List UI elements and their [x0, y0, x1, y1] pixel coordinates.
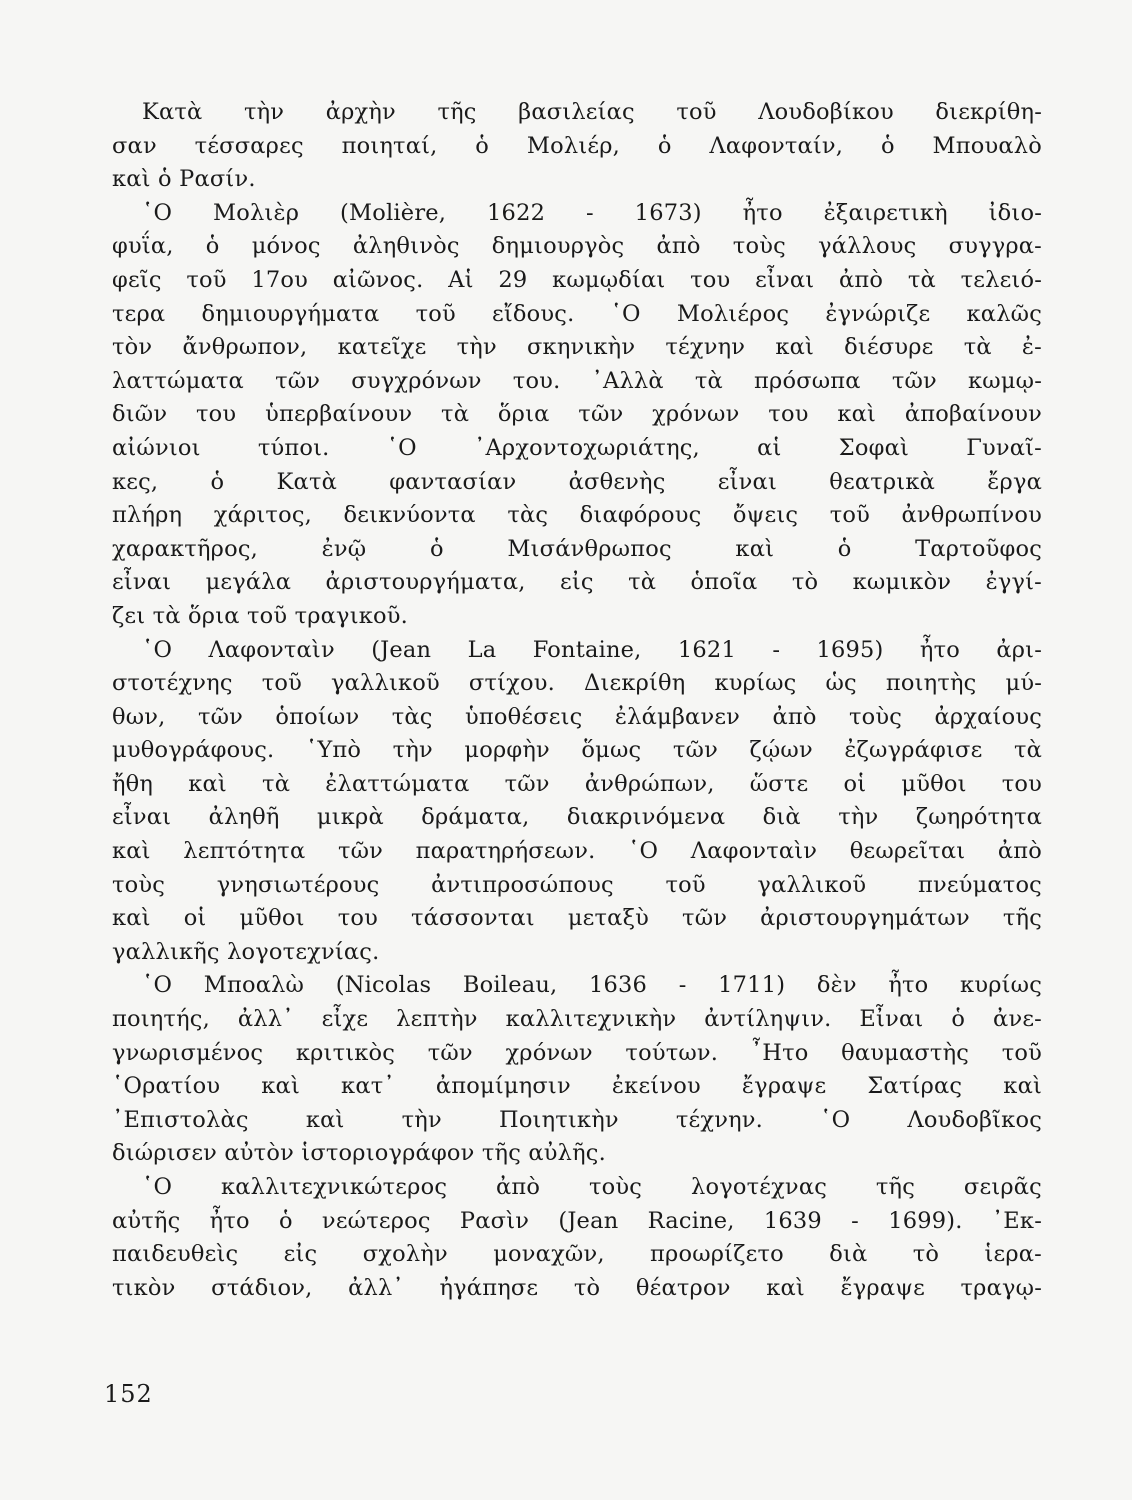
text-line: ῾Ο Μποαλὼ (Nicolas Boileau, 1636 - 1711) δὲν ἦτο κυρίως — [142, 972, 1042, 999]
text-line: διῶν του ὑπερβαίνουν τὰ ὅρια τῶν χρόνων του καὶ ἀποβαίνουν — [112, 401, 1042, 428]
text-line: ᾿Επιστολὰς καὶ τὴν Ποιητικὴν τέχνην. ῾Ο Λουδοβῖκος — [112, 1106, 1042, 1133]
text-line: πλήρη χάριτος, δεικνύοντα τὰς διαφόρους ὄψεις τοῦ ἀνθρωπίνου — [112, 502, 1042, 529]
text-line: ῾Ο Λαφονταὶν (Jean La Fontaine, 1621 - 1695) ἦτο ἀρι- — [142, 636, 1042, 663]
text-line: γνωρισμένος κριτικὸς τῶν χρόνων τούτων. ῏Ητο θαυμαστὴς τοῦ — [112, 1039, 1042, 1066]
text-line: καὶ λεπτότητα τῶν παρατηρήσεων. ῾Ο Λαφονταὶν θεωρεῖται ἀπὸ — [112, 838, 1042, 865]
body-text — [112, 96, 1042, 1305]
text-line: αὐτῆς ἦτο ὁ νεώτερος Ρασὶν (Jean Racine, 1639 - 1699). ᾿Εκ- — [112, 1207, 1042, 1234]
text-line: φυΐα, ὁ μόνος ἀληθινὸς δημιουργὸς ἀπὸ τοὺς γάλλους συγγρα- — [112, 233, 1042, 260]
text-line: καὶ οἱ μῦθοι του τάσσονται μεταξὺ τῶν ἀριστουργημάτων τῆς — [112, 905, 1042, 932]
text-line: ῾Ορατίου καὶ κατ᾿ ἀπομίμησιν ἐκείνου ἔγραψε Σατίρας καὶ — [112, 1073, 1042, 1100]
text-line: εἶναι ἀληθῆ μικρὰ δράματα, διακρινόμενα διὰ τὴν ζωηρότητα — [112, 804, 1042, 831]
text-line: παιδευθεὶς εἰς σχολὴν μοναχῶν, προωρίζετο διὰ τὸ ἱερα- — [112, 1241, 1042, 1268]
text-line: αἰώνιοι τύποι. ῾Ο ᾿Αρχοντοχωριάτης, αἱ Σοφαὶ Γυναῖ- — [112, 434, 1042, 461]
text-line: θων, τῶν ὁποίων τὰς ὑποθέσεις ἐλάμβανεν ἀπὸ τοὺς ἀρχαίους — [112, 703, 1042, 730]
text-line: τοὺς γνησιωτέρους ἀντιπροσώπους τοῦ γαλλικοῦ πνεύματος — [112, 871, 1042, 898]
text-line: τὸν ἄνθρωπον, κατεῖχε τὴν σκηνικὴν τέχνην καὶ διέσυρε τὰ ἐ- — [112, 334, 1042, 361]
text-line: ἤθη καὶ τὰ ἐλαττώματα τῶν ἀνθρώπων, ὥστε οἱ μῦθοι του — [112, 770, 1042, 797]
text-line: εἶναι μεγάλα ἀριστουργήματα, εἰς τὰ ὁποῖα τὸ κωμικὸν ἐγγί- — [112, 569, 1042, 596]
text-line: μυθογράφους. ῾Υπὸ τὴν μορφὴν ὅμως τῶν ζῴων ἐζωγράφισε τὰ — [112, 737, 1042, 764]
text-line: ῾Ο καλλιτεχνικώτερος ἀπὸ τοὺς λογοτέχνας τῆς σειρᾶς — [142, 1174, 1042, 1200]
text-line: κες, ὁ Κατὰ φαντασίαν ἀσθενὴς εἶναι θεατρικὰ ἔργα — [112, 468, 1042, 495]
text-line: τικὸν στάδιον, ἀλλ᾿ ἠγάπησε τὸ θέατρον καὶ ἔγραψε τραγῳ- — [112, 1274, 1042, 1301]
text-line: καὶ ὁ Ρασίν. — [112, 166, 256, 193]
text-line: Κατὰ τὴν ἀρχὴν τῆς βασιλείας τοῦ Λουδοβίκου διεκρίθη- — [142, 99, 1042, 125]
text-line: διώρισεν αὐτὸν ἱστοριογράφον τῆς αὐλῆς. — [112, 1140, 606, 1167]
text-line: στοτέχνης τοῦ γαλλικοῦ στίχου. Διεκρίθη κυρίως ὡς ποιητὴς μύ- — [112, 670, 1042, 697]
text-line: ποιητής, ἀλλ᾿ εἶχε λεπτὴν καλλιτεχνικὴν ἀντίληψιν. Εἶναι ὁ ἀνε- — [112, 1006, 1042, 1033]
text-line: τερα δημιουργήματα τοῦ εἴδους. ῾Ο Μολιέρος ἐγνώριζε καλῶς — [112, 300, 1042, 327]
text-line: σαν τέσσαρες ποιηταί, ὁ Μολιέρ, ὁ Λαφονταίν, ὁ Μπουαλὸ — [112, 132, 1042, 159]
page-number: 152 — [104, 1380, 153, 1408]
text-line: χαρακτῆρος, ἐνῷ ὁ Μισάνθρωπος καὶ ὁ Ταρτοῦφος — [112, 535, 1042, 562]
text-line: φεῖς τοῦ 17ου αἰῶνος. Αἱ 29 κωμῳδίαι του εἶναι ἀπὸ τὰ τελειό- — [112, 266, 1042, 293]
text-line: ῾Ο Μολιὲρ (Molière, 1622 - 1673) ἦτο ἐξαιρετικὴ ἰδιο- — [142, 199, 1042, 226]
text-line: ζει τὰ ὅρια τοῦ τραγικοῦ. — [112, 602, 408, 629]
text-line: γαλλικῆς λογοτεχνίας. — [112, 938, 380, 965]
text-line: λαττώματα τῶν συγχρόνων του. ᾿Αλλὰ τὰ πρόσωπα τῶν κωμῳ- — [112, 367, 1042, 394]
